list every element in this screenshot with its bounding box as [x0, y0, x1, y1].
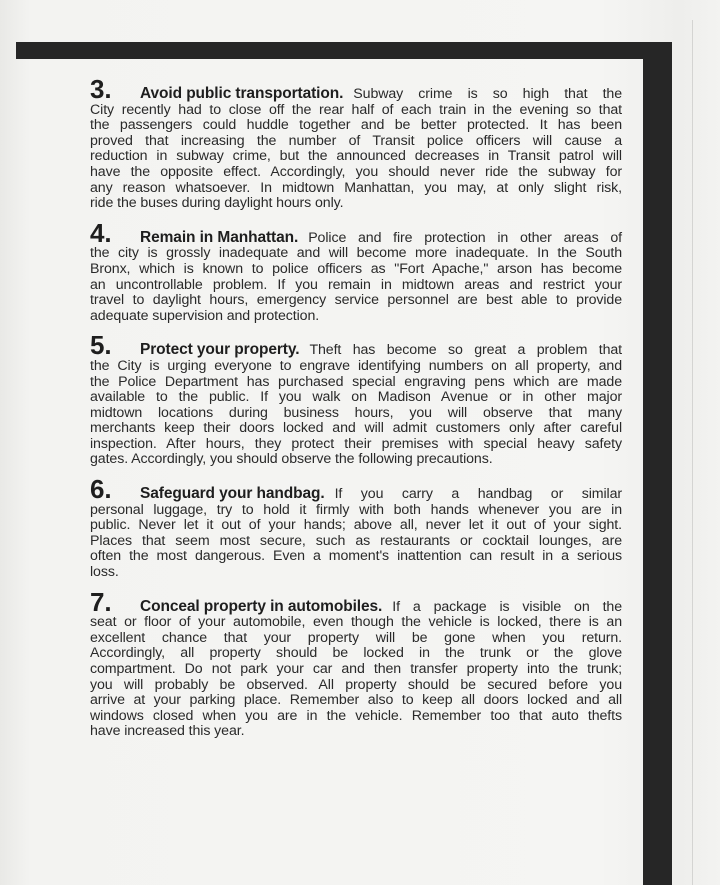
item-heading: Remain in Manhattan.: [140, 228, 299, 246]
item-text-line: often the most dangerous. Even a moment's inattention can result in a serious: [90, 548, 622, 565]
page-edge-line: [692, 20, 693, 885]
item-text-line: ride the buses during daylight hours only.: [90, 195, 344, 212]
item-text-line: an uncontrollable problem. If you remain in midtown areas and restrict your: [90, 276, 622, 293]
item-number: 3.: [90, 74, 112, 104]
item-number: 6.: [90, 474, 112, 505]
item-first-line: [90, 586, 622, 617]
item-text-line: arrive at your parking place. Remember also to keep all doors locked and all: [90, 692, 622, 709]
item-heading: Safeguard your handbag.: [140, 485, 325, 503]
item-number: 4.: [90, 217, 112, 248]
item-text-line: the passengers could huddle together and be better protected. It has been: [90, 117, 622, 134]
item-text-line: Bronx, which is known to police officers as "Fort Apache," arson has become: [90, 260, 622, 277]
item-first-line-text: If a package is visible on the: [392, 598, 622, 615]
item-first-line-text: Police and fire protection in other areas of: [308, 229, 622, 246]
item-text-line: any reason whatsoever. In midtown Manhattan, you may, at only slight risk,: [90, 179, 622, 196]
item-heading: Protect your property.: [140, 341, 300, 359]
item-text-line: loss.: [90, 564, 119, 581]
numbered-item: [90, 217, 622, 325]
item-text-line: proved that increasing the number of Transit police officers will cause a: [90, 132, 622, 149]
item-text-line: public. Never let it out of your hands; above all, never let it out of your sight.: [90, 517, 622, 534]
item-text-line: Places that seem most secure, such as restaurants or cocktail lounges, are: [90, 532, 622, 549]
item-text-line: City recently had to close off the rear half of each train in the evening so that: [90, 101, 622, 118]
item-text-line: midtown locations during business hours, you will observe that many: [90, 404, 622, 421]
item-text-line: windows closed when you are in the vehicle. Remember too that auto thefts: [90, 707, 622, 724]
item-text-line: excellent chance that your property will be gone when you return.: [90, 629, 622, 646]
item-first-line: [90, 330, 622, 361]
numbered-item: [90, 586, 622, 740]
right-border-bar: [643, 42, 672, 885]
item-text-line: personal luggage, try to hold it firmly with both hands whenever you are in: [90, 501, 622, 518]
item-text-line: compartment. Do not park your car and then transfer property into the trunk;: [90, 661, 622, 677]
item-text-line: Accordingly, all property should be locked in the trunk or the glove: [90, 645, 622, 662]
item-first-line: [90, 217, 622, 248]
item-text-line: the city is grossly inadequate and will become more inadequate. In the South: [90, 245, 622, 262]
document-body: [90, 74, 622, 750]
item-text-line: merchants keep their doors locked and will admit customers only after careful: [90, 420, 622, 437]
item-first-line: [90, 474, 622, 505]
item-heading: Avoid public transportation.: [140, 85, 344, 102]
item-text-line: inspection. After hours, they protect their premises with special heavy safety: [90, 435, 622, 452]
item-number: 7.: [90, 586, 112, 617]
item-text-line: you will probably be observed. All property should be secured before you: [90, 676, 622, 693]
item-text-line: the City is urging everyone to engrave identifying numbers on all property, and: [90, 357, 622, 374]
item-number: 5.: [90, 330, 112, 361]
item-text-line: available to the public. If you walk on Madison Avenue or in other major: [90, 389, 622, 406]
item-text-line: travel to daylight hours, emergency service personnel are best able to provide: [90, 292, 622, 309]
item-first-line: [90, 74, 622, 104]
item-text-line: the Police Department has purchased special engraving pens which are made: [90, 373, 622, 390]
numbered-item: [90, 330, 622, 468]
item-text-line: adequate supervision and protection.: [90, 307, 320, 324]
item-text-line: gates. Accordingly, you should observe the following precautions.: [90, 451, 493, 468]
item-heading: Conceal property in automobiles.: [140, 597, 383, 615]
numbered-item: [90, 474, 622, 581]
item-first-line-text: Theft has become so great a problem that: [309, 342, 622, 359]
item-text-line: seat or floor of your automobile, even though the vehicle is locked, there is an: [90, 614, 622, 631]
item-first-line-text: Subway crime is so high that the: [353, 86, 622, 102]
item-first-line-text: If you carry a handbag or similar: [334, 486, 622, 503]
item-text-line: have the opposite effect. Accordingly, you should never ride the subway for: [90, 163, 622, 180]
top-border-bar: [16, 42, 672, 59]
item-text-line: have increased this year.: [90, 723, 245, 740]
numbered-item: [90, 74, 622, 212]
item-text-line: reduction in subway crime, but the announced decreases in Transit patrol will: [90, 148, 622, 165]
